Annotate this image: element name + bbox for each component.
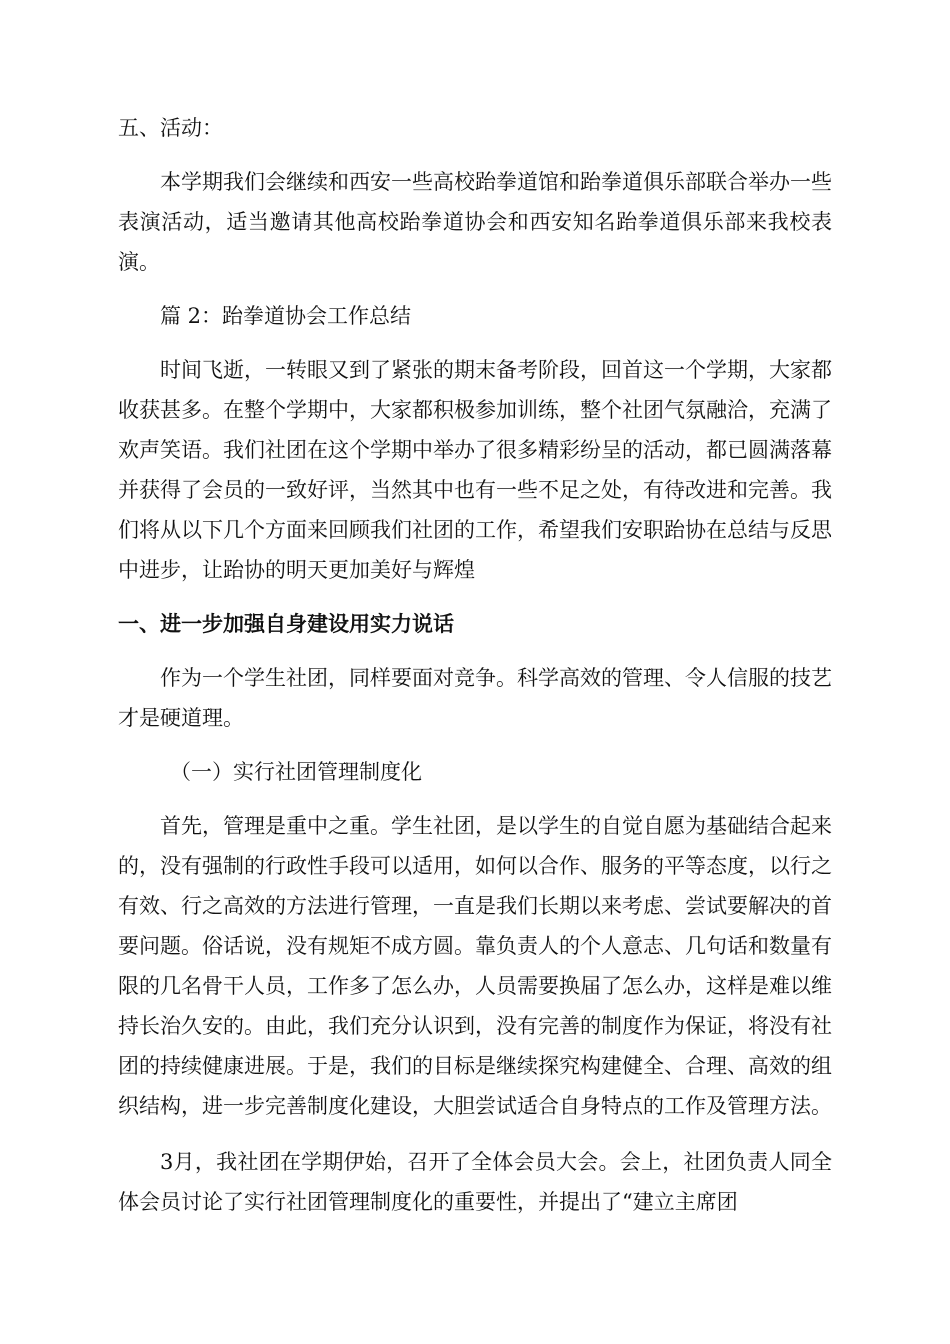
subsection-paragraph: 首先，管理是重中之重。学生社团，是以学生的自觉自愿为基础结合起来的，没有强制的行政性手段可以适用，如何以合作、服务的平等态度，以行之有效、行之高效的方法进行管理，一直是我们长期以来考虑、尝试要解决的首要问题。俗话说，没有规矩不成方圆。靠负责人的个人意志、几句话和数量有限的几名骨干人员，工作多了怎么办，人员需要换届了怎么办，这样是难以维持长治久安的。由此，我们充分认识到，没有完善的制度作为保证，将没有社团的持续健康进展。于是，我们的目标是继续探究构建健全、合理、高效的组织结构，进一步完善制度化建设，大胆尝试适合自身特点的工作及管理方法。 [118,814,832,1118]
section-paragraph: 本学期我们会继续和西安一些高校跆拳道馆和跆拳道俱乐部联合举办一些表演活动，适当邀请其他高校跆拳道协会和西安知名跆拳道俱乐部来我校表演。 [118,170,832,274]
section-title: 五、活动： [118,116,223,140]
article-title: 篇 2：跆拳道协会工作总结 [160,304,412,328]
part-heading: 一、进一步加强自身建设用实力说话 [118,612,454,636]
subsection-paragraph-2: 3月，我社团在学期伊始，召开了全体会员大会。会上，社团负责人同全体会员讨论了实行社团管理制度化的重要性，并提出了“建立主席团 [118,1150,832,1214]
subsection-title: （一）实行社团管理制度化 [170,760,422,784]
intro-paragraph: 时间飞逝，一转眼又到了紧张的期末备考阶段，回首这一个学期，大家都收获甚多。在整个学期中，大家都积极参加训练，整个社团气氛融洽，充满了欢声笑语。我们社团在这个学期中举办了很多精彩纷呈的活动，都已圆满落幕并获得了会员的一致好评，当然其中也有一些不足之处，有待改进和完善。我们将从以下几个方面来回顾我们社团的工作，希望我们安职跆协在总结与反思中进步，让跆协的明天更加美好与辉煌 [118,358,832,582]
part-paragraph: 作为一个学生社团，同样要面对竞争。科学高效的管理、令人信服的技艺才是硬道理。 [118,666,832,730]
